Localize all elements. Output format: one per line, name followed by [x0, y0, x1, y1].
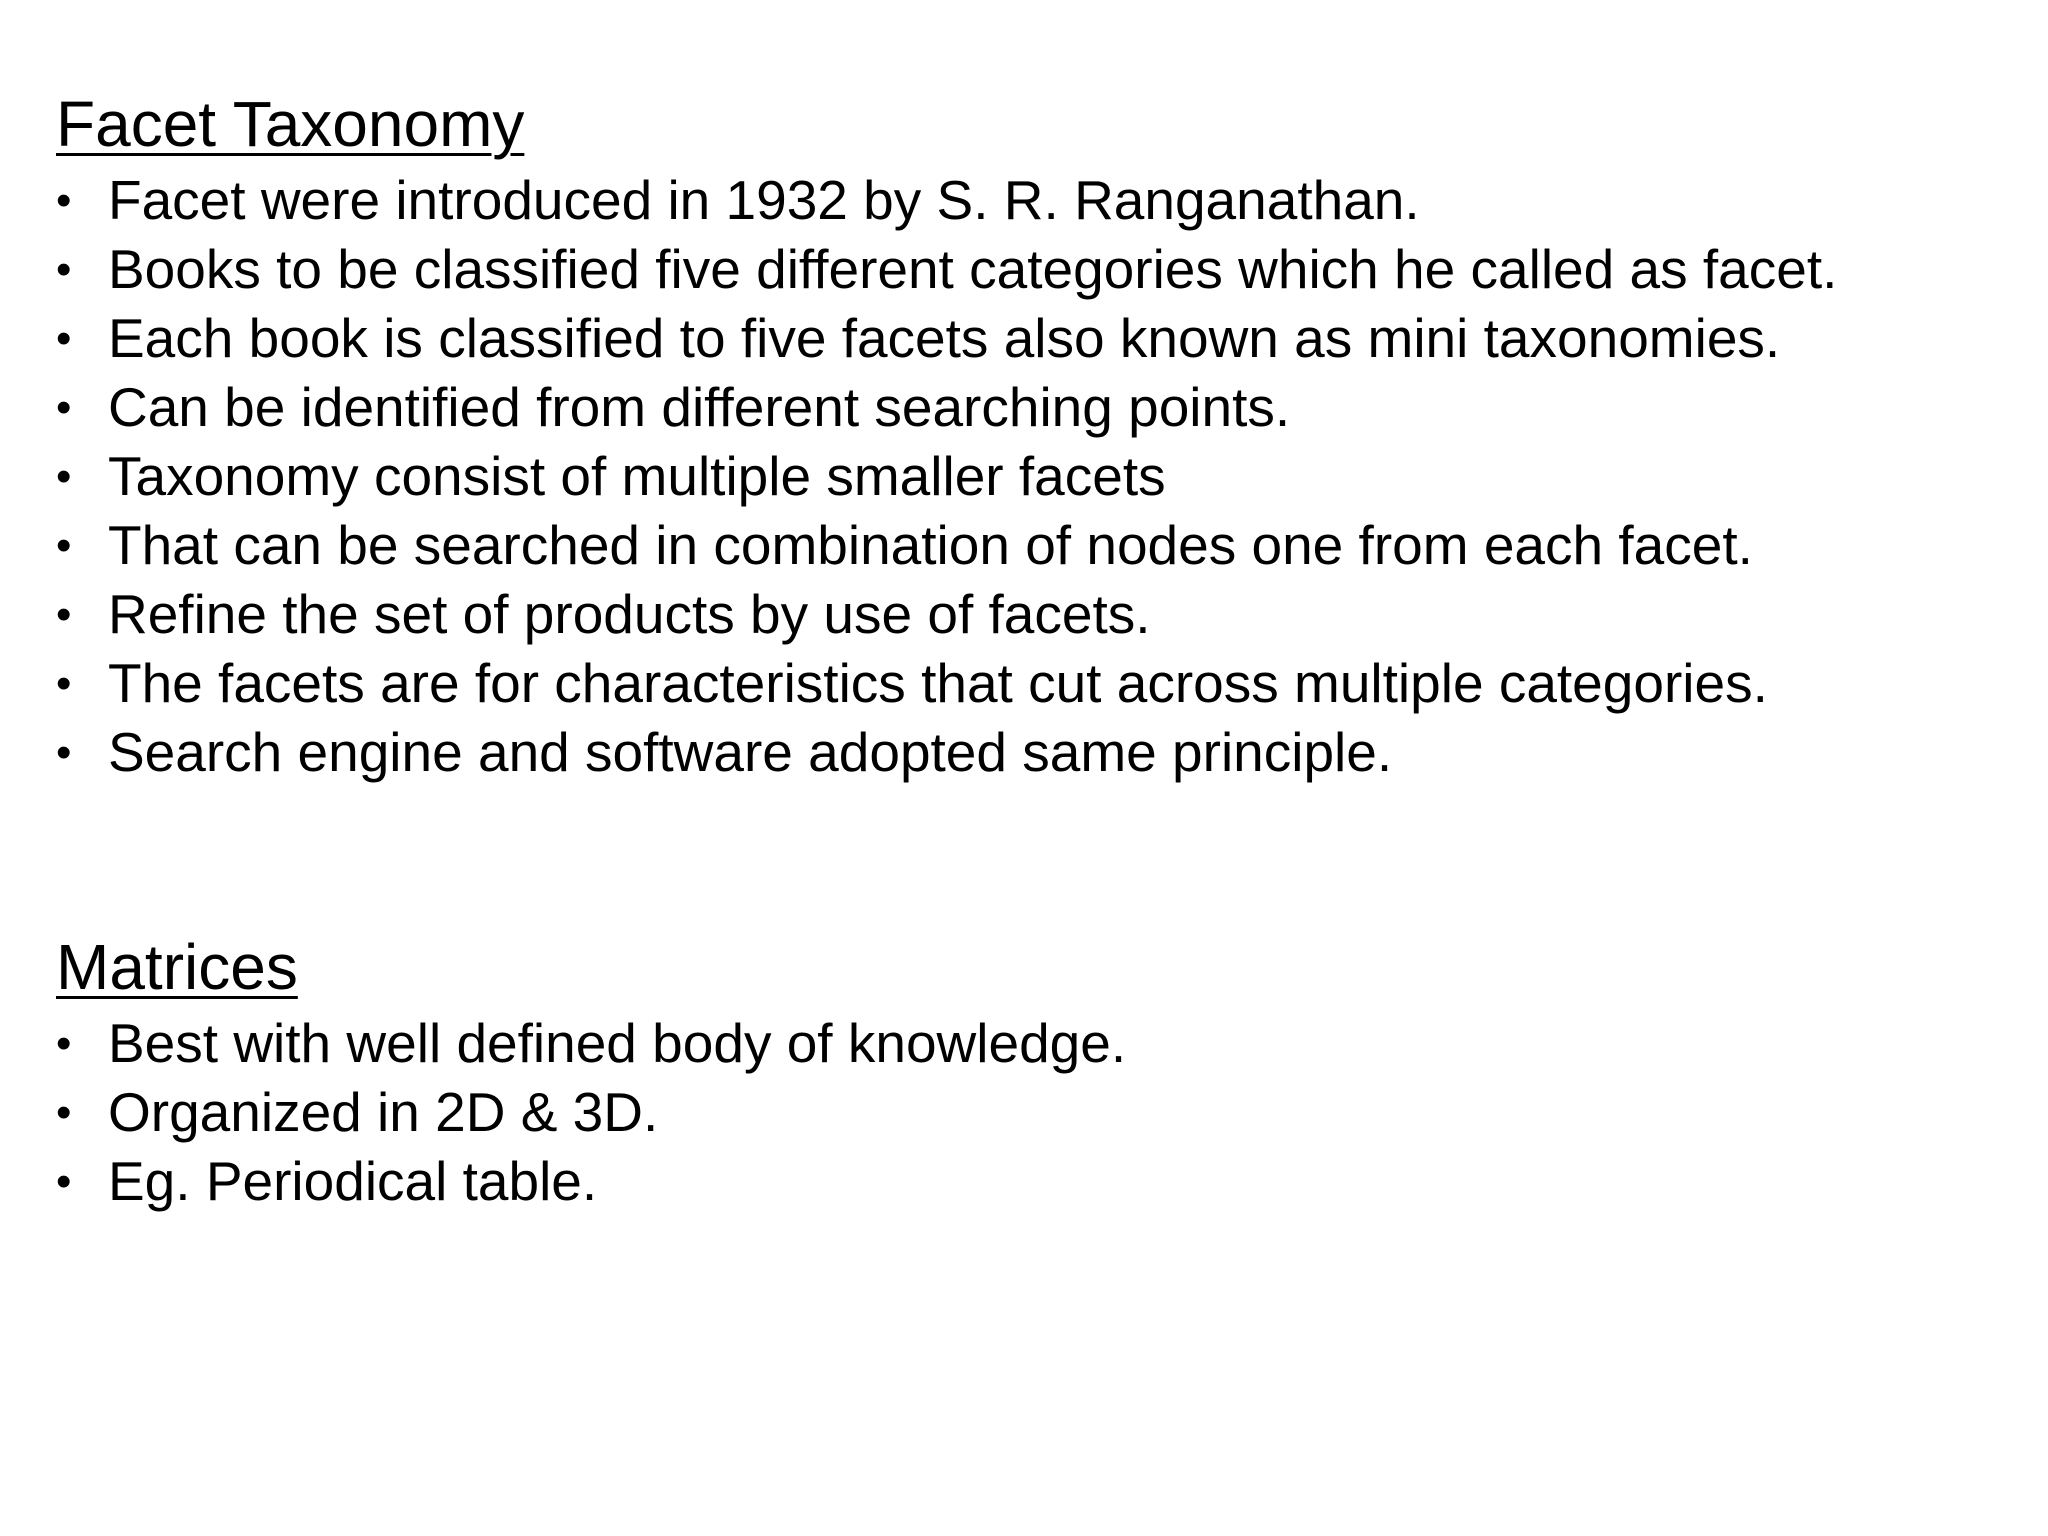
list-item-text: Books to be classified five different categories which he called as facet. [108, 238, 1838, 300]
list-item [56, 580, 2016, 649]
list-item-text: Can be identified from different searching points. [108, 376, 1291, 438]
bullet-icon: • [56, 1088, 72, 1137]
list-item [56, 442, 2016, 511]
bullet-icon: • [56, 1157, 72, 1206]
list-item [56, 649, 2016, 718]
facet-taxonomy-section [56, 82, 2016, 787]
bullet-icon: • [56, 452, 72, 501]
matrices-section [56, 925, 2016, 1216]
list-item-text: Organized in 2D & 3D. [108, 1081, 659, 1143]
matrices-heading: Matrices [56, 931, 298, 1003]
bullet-icon: • [56, 176, 72, 225]
bullet-icon: • [56, 314, 72, 363]
list-item-text: Each book is classified to five facets also known as mini taxonomies. [108, 307, 1781, 369]
bullet-icon: • [56, 521, 72, 570]
list-item [56, 1147, 2016, 1216]
list-item-text: That can be searched in combination of nodes one from each facet. [108, 514, 1753, 576]
list-item [56, 1009, 2016, 1078]
list-item-text: The facets are for characteristics that cut across multiple categories. [108, 652, 1768, 714]
list-item-text: Facet were introduced in 1932 by S. R. Ranganathan. [108, 169, 1420, 231]
bullet-icon: • [56, 1019, 72, 1068]
list-item [56, 511, 2016, 580]
bullet-icon: • [56, 590, 72, 639]
bullet-icon: • [56, 383, 72, 432]
bullet-icon: • [56, 728, 72, 777]
list-item [56, 373, 2016, 442]
list-item [56, 1078, 2016, 1147]
list-item [56, 718, 2016, 787]
list-item-text: Taxonomy consist of multiple smaller facets [108, 445, 1166, 507]
list-item-text: Best with well defined body of knowledge. [108, 1012, 1127, 1074]
bullet-icon: • [56, 659, 72, 708]
list-item-text: Search engine and software adopted same principle. [108, 721, 1393, 783]
facet-taxonomy-heading: Facet Taxonomy [56, 88, 525, 160]
facet-taxonomy-list [56, 166, 2016, 787]
matrices-list [56, 1009, 2016, 1216]
list-item-text: Refine the set of products by use of facets. [108, 583, 1151, 645]
list-item-text: Eg. Periodical table. [108, 1150, 598, 1212]
list-item [56, 166, 2016, 235]
list-item [56, 304, 2016, 373]
list-item [56, 235, 2016, 304]
bullet-icon: • [56, 245, 72, 294]
